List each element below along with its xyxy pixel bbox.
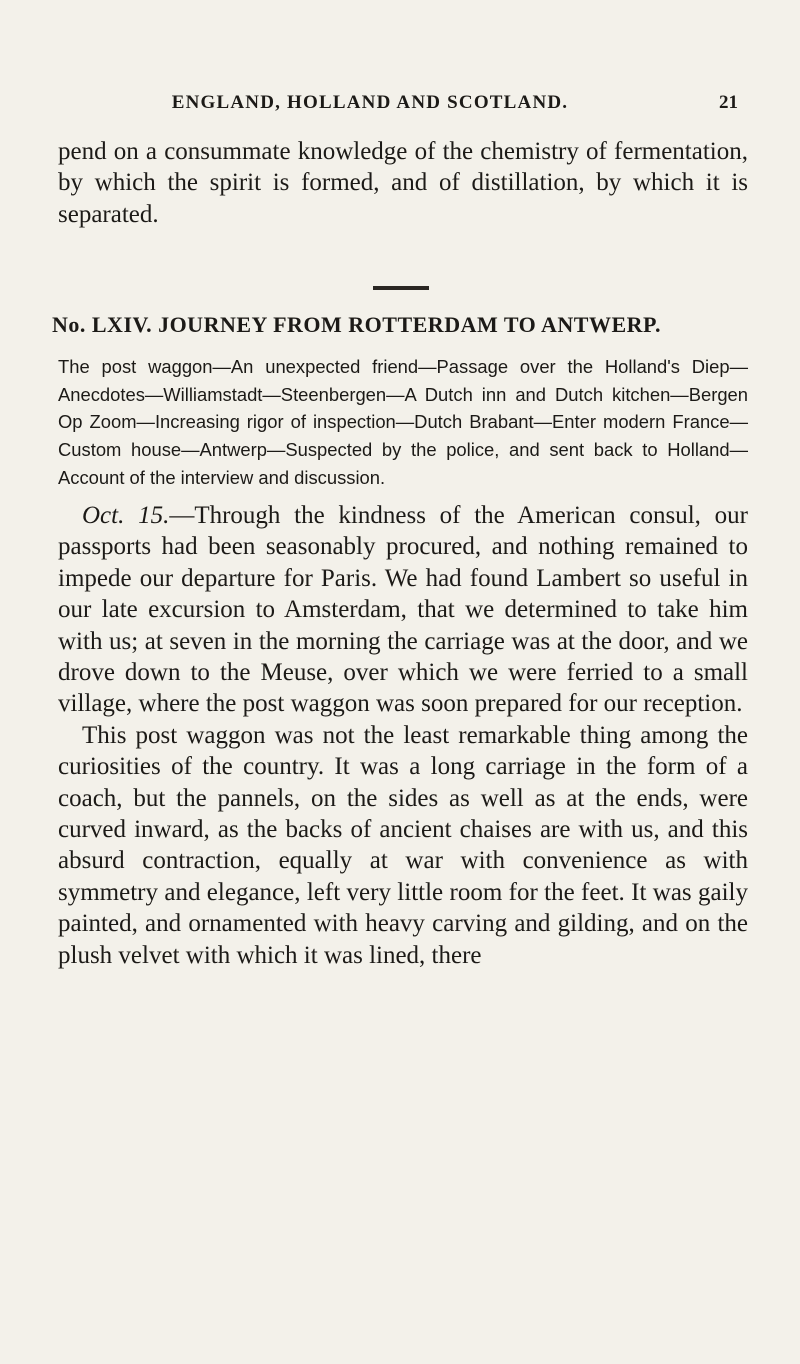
- paragraph: [58, 720, 748, 971]
- date-label: Oct. 15.: [82, 502, 170, 529]
- main-text: [58, 500, 748, 971]
- page-header: [0, 92, 800, 122]
- section-divider: [373, 286, 429, 290]
- chapter-heading: No. LXIV. JOURNEY FROM ROTTERDAM TO ANTWERP.: [52, 312, 661, 337]
- chapter-synopsis: The post waggon—An unexpected friend—Passage over the Holland's Diep—Anecdotes—Williamstadt—Steenbergen—A Dutch inn and Dutch kitchen—Bergen Op Zoom—Increasing rigor of inspection—Dutch Brabant—Enter modern France—Custom house—Antwerp—Suspected by the police, and sent back to Holland—Account of the interview and discussion.: [58, 356, 748, 488]
- paragraph: [58, 500, 748, 720]
- running-head: ENGLAND, HOLLAND AND SCOTLAND.: [171, 92, 569, 113]
- page-number: 21: [719, 92, 738, 113]
- paragraph-text: —Through the kindness of the American consul, our passports had been seasonably procured, and nothing remained to impede our departure for Paris. We had found Lambert so useful in our late excursion to Amsterdam, that we determined to take him with us; at seven in the morning the carriage was at the door, and we drove down to the Meuse, over which we were ferried to a small village, where the post waggon was soon prepared for our reception.: [58, 502, 748, 718]
- paragraph-text: This post waggon was not the least remarkable thing among the curiosities of the country. It was a long carriage in the form of a coach, but the pannels, on the sides as well as at the ends, were curved inward, as the backs of ancient chaises are with us, and this absurd contraction, equally at war with convenience as with symmetry and elegance, left very little room for the feet. It was gaily painted, and ornamented with heavy carving and gilding, and on the plush velvet with which it was lined, there: [58, 721, 748, 969]
- intro-paragraph: pend on a consummate knowledge of the chemistry of fermentation, by which the spirit is formed, and of distillation, by which it is separated.: [58, 138, 748, 228]
